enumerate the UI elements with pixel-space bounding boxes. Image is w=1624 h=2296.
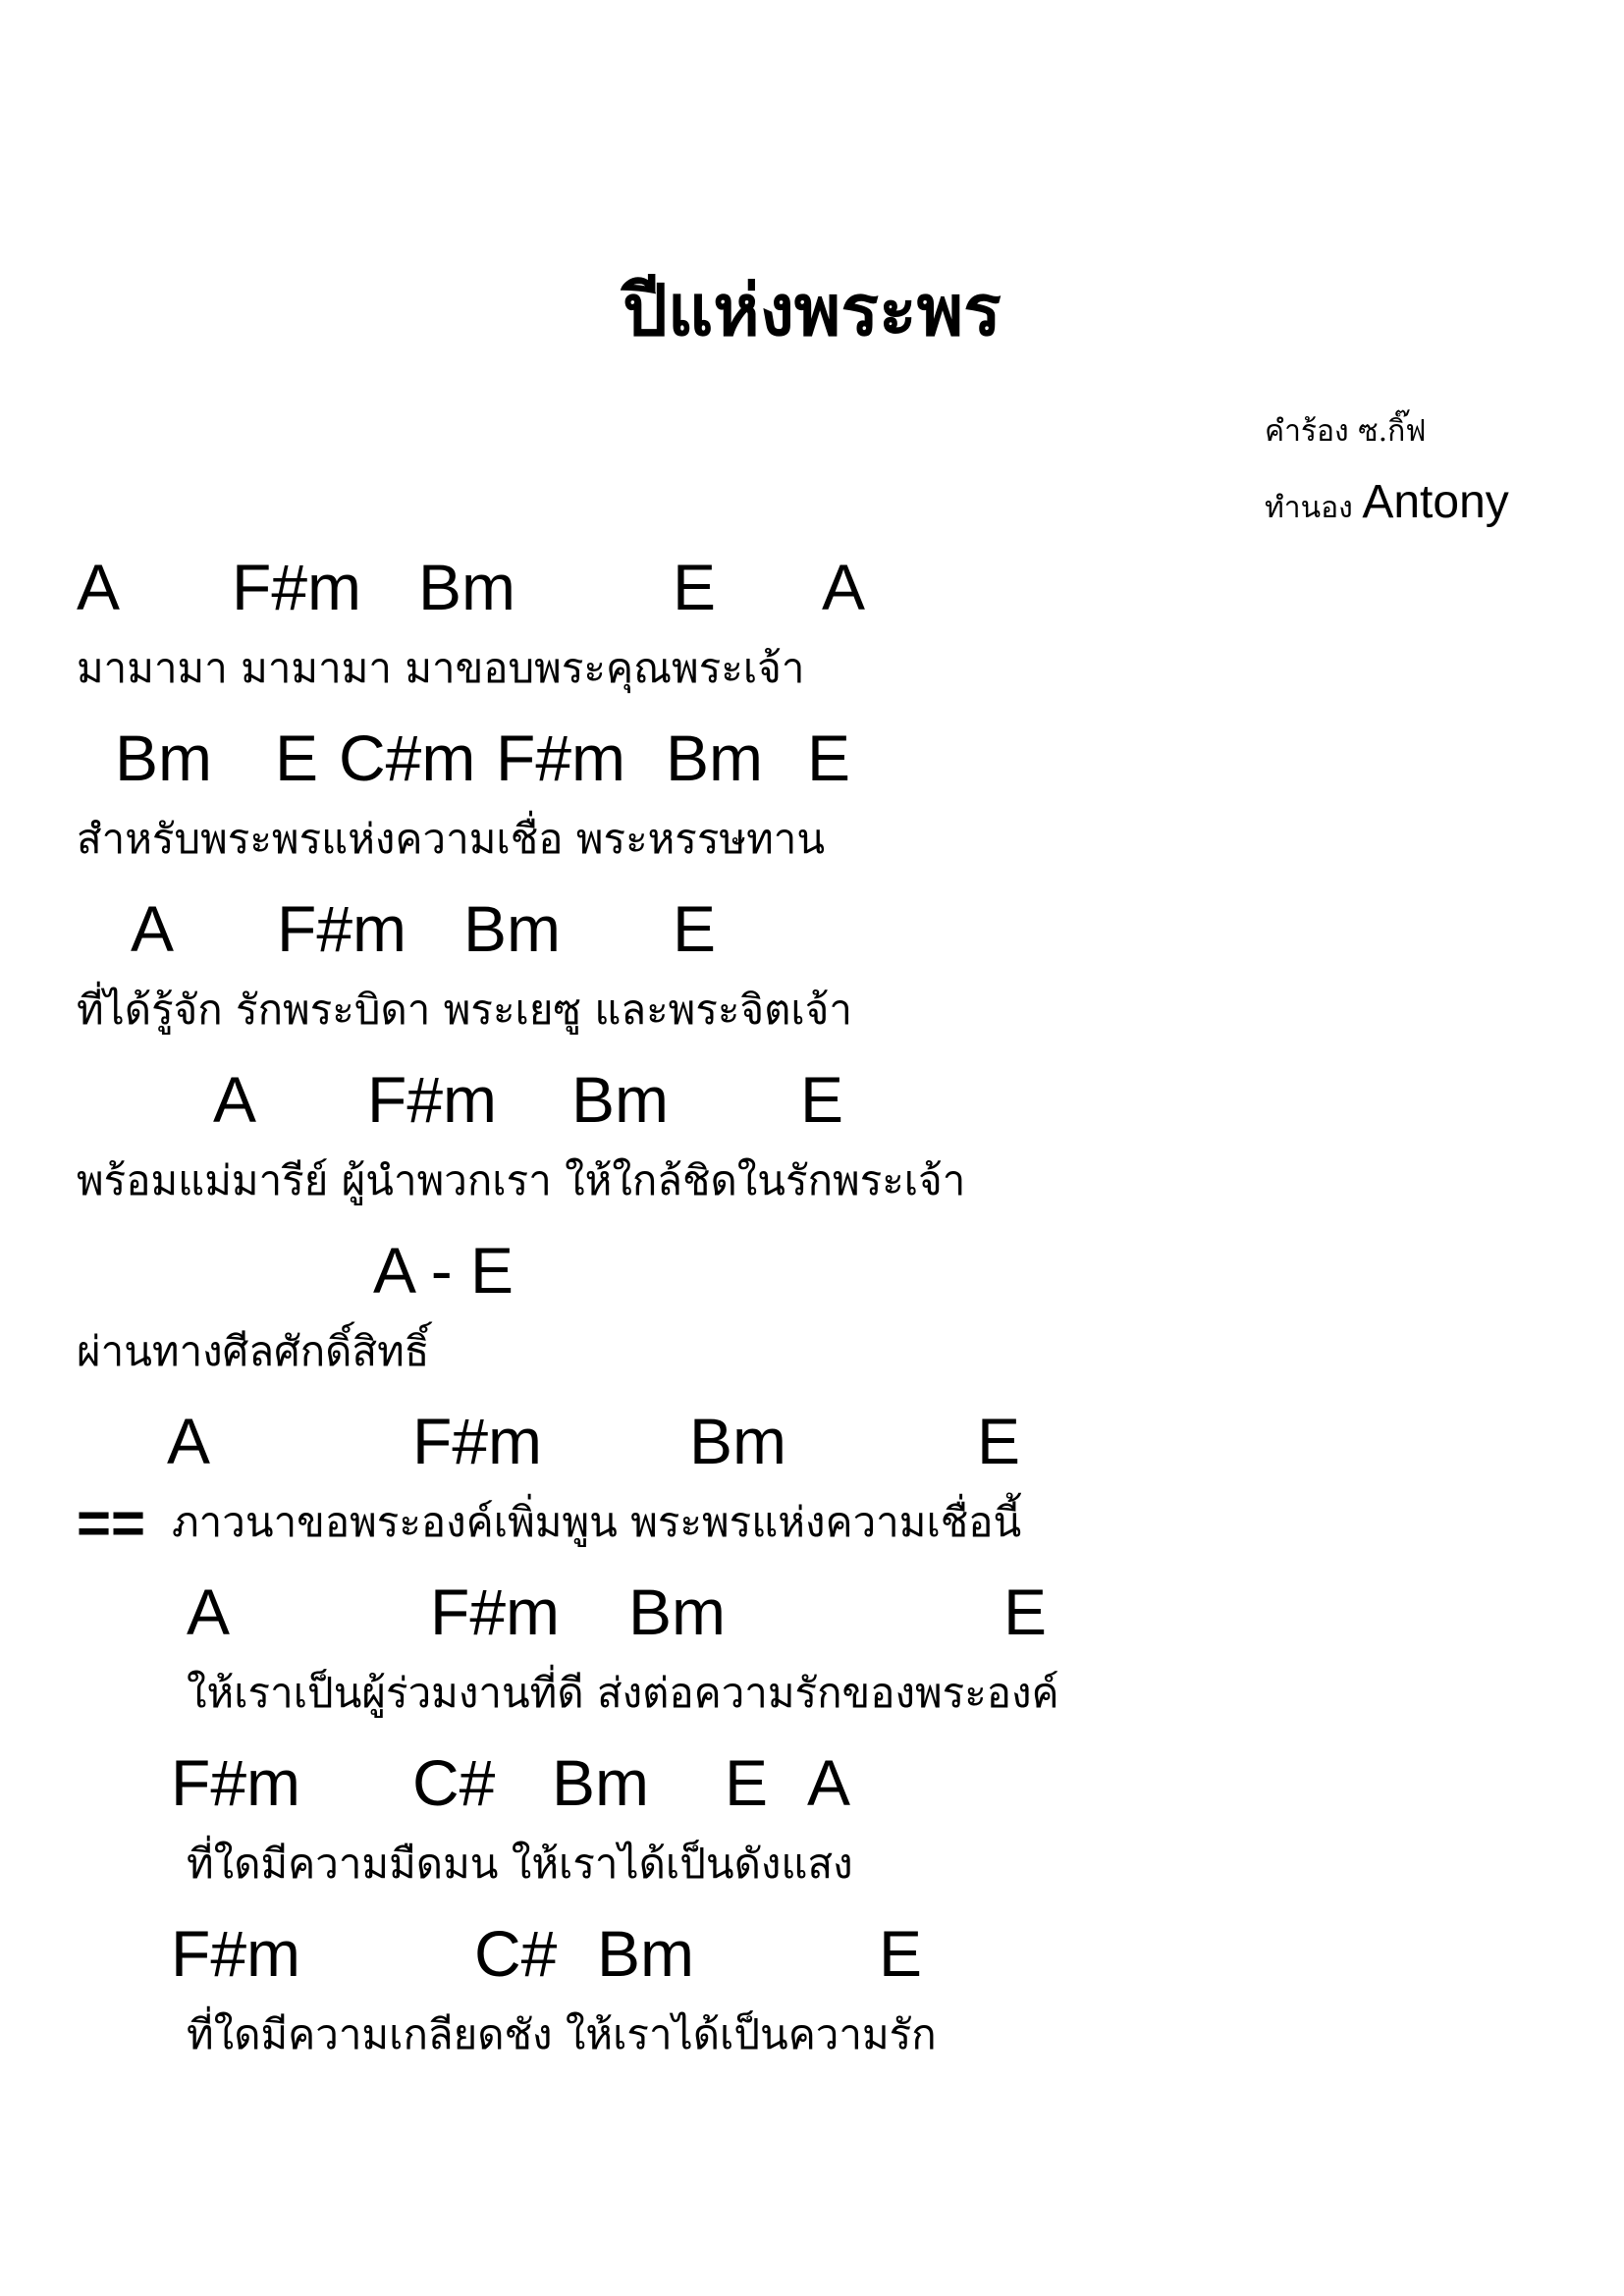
lyric-line: ที่ได้รู้จัก รักพระบิดา พระเยซู และพระจิตเจ้า: [77, 986, 852, 1034]
chord: A: [822, 551, 866, 623]
chord: F#m: [430, 1575, 560, 1648]
chord: E: [800, 1063, 844, 1136]
chord: F#m: [232, 551, 361, 623]
chord: A: [187, 1575, 231, 1648]
lyric-line: ที่ใดมีความมืดมน ให้เราได้เป็นดังแสง: [187, 1840, 853, 1888]
chord: E: [879, 1917, 923, 1990]
lyric-line: ที่ใดมีความเกลียดชัง ให้เราได้เป็นความรัก: [187, 2010, 937, 2058]
song-title: ปีแห่งพระพร: [623, 268, 1001, 351]
chord: C#m: [339, 721, 476, 794]
chord: A: [167, 1405, 211, 1477]
lyric-line: ให้เราเป็นผู้ร่วมงานที่ดี ส่งต่อความรักของพระองค์: [187, 1669, 1059, 1717]
lyricist-name: ซ.กิ๊ฟ: [1358, 414, 1427, 449]
chord: E: [275, 721, 319, 794]
chord: C#: [412, 1746, 496, 1819]
chord: E: [977, 1405, 1021, 1477]
chord: Bm: [463, 892, 561, 965]
chord: E: [1003, 1575, 1048, 1648]
lyric-line: ผ่านทางศีลศักดิ์สิทธิ์: [77, 1327, 430, 1375]
chord: Bm: [571, 1063, 669, 1136]
chord: Bm: [628, 1575, 726, 1648]
chord: Bm: [597, 1917, 694, 1990]
chord: A: [213, 1063, 257, 1136]
chorus-marker: ==: [77, 1490, 146, 1556]
chord: F#m: [496, 721, 625, 794]
chord: F#m: [277, 892, 406, 965]
chord: E: [673, 892, 717, 965]
chord: F#m: [171, 1746, 300, 1819]
lyric-line: สำหรับพระพรแห่งความเชื่อ พระหรรษทาน: [77, 815, 826, 863]
lyric-line: พร้อมแม่มารีย์ ผู้นำพวกเรา ให้ใกล้ชิดในรักพระเจ้า: [77, 1156, 966, 1204]
composer-name: Antony: [1362, 476, 1509, 528]
composer-credit: [1265, 476, 1509, 528]
chord: F#m: [412, 1405, 542, 1477]
chord: Bm: [418, 551, 515, 623]
chord: Bm: [552, 1746, 649, 1819]
lyric-line: ภาวนาขอพระองค์เพิ่มพูน พระพรแห่งความเชื่อนี้: [172, 1498, 1022, 1546]
chord: Bm: [689, 1405, 786, 1477]
chord: E: [807, 721, 851, 794]
chord: Bm: [115, 721, 212, 794]
chord: A: [807, 1746, 851, 1819]
chord: E: [725, 1746, 769, 1819]
lyricist-prefix: คำร้อง: [1265, 414, 1349, 449]
chord: A: [131, 892, 175, 965]
chord: Bm: [666, 721, 763, 794]
lyric-line: มามามา มามามา มาขอบพระคุณพระเจ้า: [77, 644, 805, 692]
chord: A - E: [373, 1234, 514, 1307]
chord: A: [77, 551, 121, 623]
chord: F#m: [367, 1063, 497, 1136]
lyricist-credit: [1265, 414, 1427, 449]
chord: E: [673, 551, 717, 623]
chord: F#m: [171, 1917, 300, 1990]
chord: C#: [474, 1917, 558, 1990]
composer-prefix: ทำนอง: [1265, 491, 1353, 525]
